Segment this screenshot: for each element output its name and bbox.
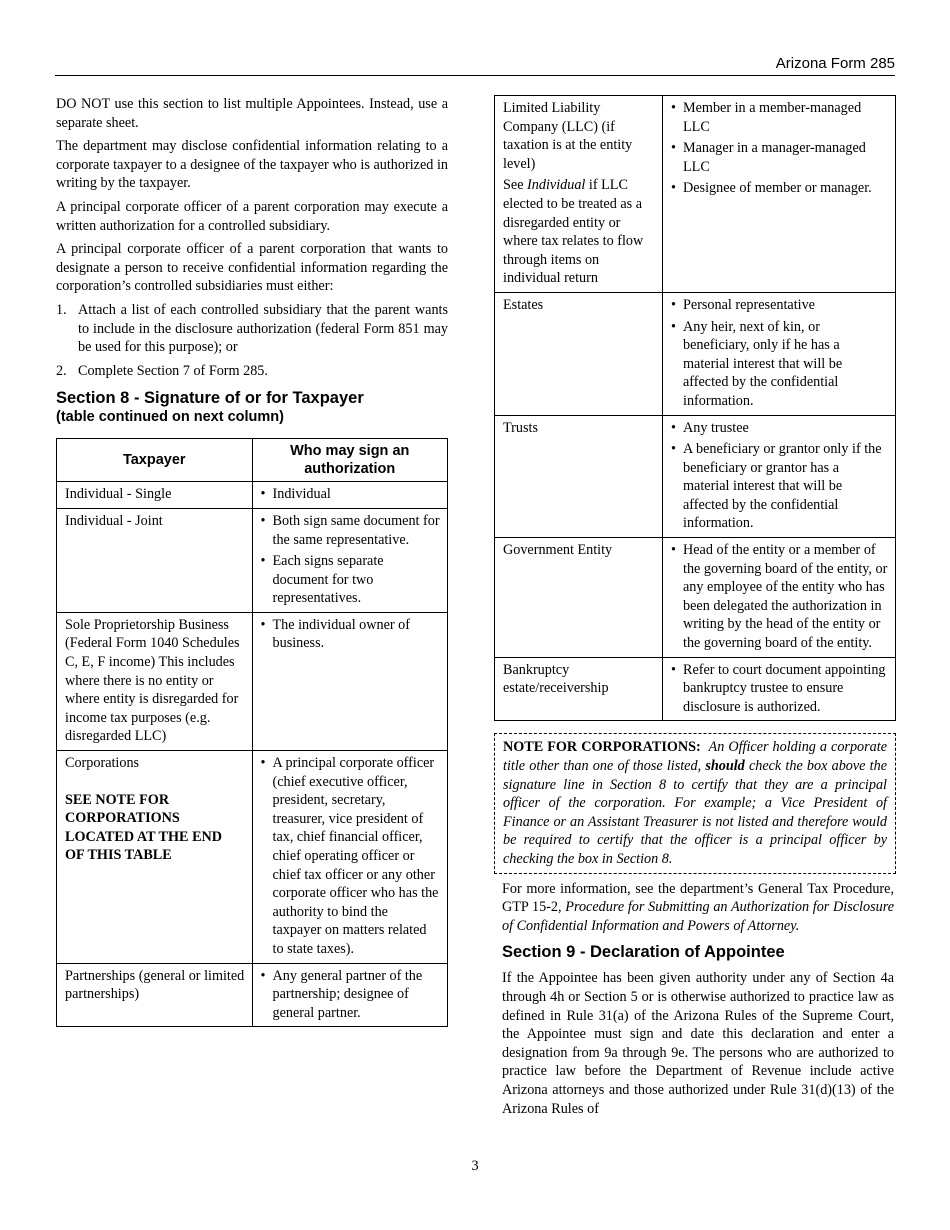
section-8-subtitle: (table continued on next column) bbox=[56, 409, 284, 426]
section-9-title: Section 9 - Declaration of Appointee bbox=[502, 943, 785, 962]
right-column bbox=[494, 95, 896, 1123]
taxpayer-extra bbox=[503, 176, 655, 288]
taxpayer-cell: Individual - Joint bbox=[57, 508, 253, 612]
extra-text: if LLC elected to be treated as a disregarded entity or where tax relates to flow through items on individual return bbox=[503, 177, 644, 287]
header-rule bbox=[55, 75, 895, 76]
steps-list bbox=[56, 301, 448, 380]
list-item bbox=[671, 296, 888, 315]
list-item bbox=[56, 301, 448, 357]
bullet-icon: • bbox=[671, 441, 676, 458]
bullet-icon: • bbox=[671, 180, 676, 197]
signer-text: Head of the entity or a member of the governing board of the entity, or any employee of the entity who has been delegated the authorization in writing by the head of the entity or the governing board of the entity. bbox=[683, 542, 888, 652]
list-item bbox=[671, 541, 888, 653]
signers-cell bbox=[252, 751, 448, 964]
page-number: 3 bbox=[471, 1158, 479, 1174]
signer-text: Any heir, next of kin, or beneficiary, only if he has a material interest that will be affected by the confidential information. bbox=[683, 318, 843, 409]
bullet-icon: • bbox=[260, 616, 266, 633]
form-title: Arizona Form 285 bbox=[775, 55, 895, 72]
intro-paragraph: A principal corporate officer of a parent corporation may execute a written authorization for a controlled subsidiary. bbox=[56, 198, 448, 234]
table-row bbox=[495, 538, 896, 658]
signer-text: Member in a member-managed LLC bbox=[683, 100, 862, 135]
table-row bbox=[495, 657, 896, 721]
bullet-icon: • bbox=[260, 486, 266, 503]
list-item bbox=[261, 512, 441, 549]
signers-cell bbox=[252, 963, 448, 1027]
list-item bbox=[671, 440, 888, 533]
table-row bbox=[57, 751, 448, 964]
list-item bbox=[261, 616, 441, 653]
signers-cell bbox=[663, 415, 896, 538]
taxpayer-cell: Partnerships (general or limited partnerships) bbox=[57, 963, 253, 1027]
list-item bbox=[671, 99, 888, 136]
note-text: check the box above the signature line in Section 8 to certify that they are a principal officer of the corporation. For example; a Vice President of Finance or an Assistant Treasurer is not listed and therefore would be required to certify that the officer is a principal officer by checking the box in Section 8. bbox=[503, 758, 887, 867]
signature-table-left bbox=[56, 438, 448, 1027]
list-item bbox=[56, 362, 448, 381]
info-text: For more information, see the department’s General Tax Procedure, GTP 15-2, bbox=[502, 880, 894, 916]
bullet-icon: • bbox=[671, 296, 676, 313]
signer-text: A principal corporate officer (chief executive officer, president, secretary, treasurer, vice president of tax, chief financial officer, chief operating officer or chief tax officer or any other corporate officer who has the authority to bind the taxpayer on matters related to state taxes). bbox=[272, 755, 439, 957]
table-row bbox=[495, 96, 896, 293]
signer-text: Any trustee bbox=[683, 419, 749, 436]
table-row bbox=[57, 612, 448, 750]
step-text: Complete Section 7 of Form 285. bbox=[78, 362, 268, 379]
signer-text: Manager in a manager-managed LLC bbox=[683, 140, 866, 175]
taxpayer-cell: Bankruptcy estate/receivership bbox=[495, 657, 663, 721]
taxpayer-cell: Government Entity bbox=[495, 538, 663, 658]
taxpayer-cell: Estates bbox=[495, 292, 663, 415]
list-item bbox=[261, 552, 441, 608]
signer-text: Each signs separate document for two representatives. bbox=[272, 553, 384, 607]
signer-text: Individual bbox=[272, 486, 331, 503]
note-label: NOTE FOR CORPORATIONS: bbox=[503, 739, 701, 756]
left-column bbox=[56, 95, 448, 1027]
list-item bbox=[671, 318, 888, 411]
list-item bbox=[261, 967, 441, 1023]
signature-table-right bbox=[494, 95, 896, 721]
list-item bbox=[671, 419, 888, 438]
bullet-icon: • bbox=[260, 755, 266, 772]
list-item bbox=[261, 485, 441, 504]
table-row bbox=[57, 482, 448, 509]
list-item bbox=[671, 661, 888, 717]
bullet-icon: • bbox=[671, 542, 676, 559]
signer-text: A beneficiary or grantor only if the beneficiary or grantor has a material interest that will be affected by the confidential information. bbox=[683, 441, 882, 532]
bullet-icon: • bbox=[260, 512, 266, 529]
signer-text: Any general partner of the partnership; designee of general partner. bbox=[272, 967, 423, 1021]
taxpayer-name: Limited Liability Company (LLC) (if taxation is at the entity level) bbox=[503, 100, 633, 172]
taxpayer-cell: Individual - Single bbox=[57, 482, 253, 509]
signer-text: Designee of member or manager. bbox=[683, 180, 872, 197]
signers-cell bbox=[252, 508, 448, 612]
bullet-icon: • bbox=[671, 661, 676, 678]
intro-paragraph: A principal corporate officer of a parent corporation that wants to designate a person to receive confidential information regarding the corporation’s controlled subsidiaries must either: bbox=[56, 241, 448, 295]
taxpayer-cell bbox=[57, 751, 253, 964]
table-row bbox=[495, 415, 896, 538]
bullet-icon: • bbox=[671, 100, 676, 116]
bullet-icon: • bbox=[260, 553, 266, 570]
list-item bbox=[671, 139, 888, 176]
signers-cell bbox=[663, 96, 896, 293]
table-row bbox=[57, 508, 448, 612]
corporations-note-reference: SEE NOTE FOR CORPORATIONS LOCATED AT THE END OF THIS TABLE bbox=[65, 791, 223, 864]
signers-cell bbox=[663, 657, 896, 721]
step-number: 1. bbox=[56, 301, 67, 318]
info-paragraph bbox=[502, 880, 894, 936]
taxpayer-name: Corporations bbox=[65, 755, 140, 772]
list-item bbox=[261, 754, 441, 959]
column-header-who-may-sign: Who may sign an authorization bbox=[252, 439, 448, 482]
corporations-note-box bbox=[494, 733, 896, 873]
signers-cell bbox=[252, 482, 448, 509]
bullet-icon: • bbox=[671, 419, 676, 436]
signers-cell bbox=[663, 538, 896, 658]
extra-emphasis: Individual bbox=[527, 177, 586, 194]
signer-text: Both sign same document for the same representative. bbox=[272, 512, 440, 548]
intro-paragraph: DO NOT use this section to list multiple Appointees. Instead, use a separate sheet. bbox=[56, 96, 448, 131]
section-8-title: Section 8 - Signature of or for Taxpayer bbox=[56, 389, 364, 408]
signers-cell bbox=[663, 292, 896, 415]
bullet-icon: • bbox=[671, 140, 676, 157]
column-header-taxpayer: Taxpayer bbox=[57, 439, 253, 482]
signer-text: Personal representative bbox=[683, 296, 815, 313]
taxpayer-cell bbox=[495, 96, 663, 293]
note-emphasis: should bbox=[705, 758, 745, 774]
table-header-row bbox=[57, 439, 448, 482]
extra-text: See bbox=[503, 177, 528, 194]
info-emphasis: Procedure for Submitting an Authorization for Disclosure of Confidential Information and Powers of Attorney. bbox=[502, 899, 894, 934]
taxpayer-cell: Trusts bbox=[495, 415, 663, 538]
signer-text: Refer to court document appointing bankruptcy trustee to ensure disclosure is authorized. bbox=[683, 661, 886, 715]
bullet-icon: • bbox=[671, 318, 676, 335]
bullet-icon: • bbox=[260, 967, 266, 984]
table-row bbox=[57, 963, 448, 1027]
signer-text: The individual owner of business. bbox=[272, 616, 411, 652]
signers-cell bbox=[252, 612, 448, 750]
step-number: 2. bbox=[56, 362, 67, 379]
note-text: An Officer holding a corporate title other than one of those listed, bbox=[503, 739, 887, 774]
intro-paragraph: The department may disclose confidential information relating to a corporate taxpayer to a designee of the taxpayer who is authorized in writing by the taxpayer. bbox=[56, 138, 448, 192]
step-text: Attach a list of each controlled subsidiary that the parent wants to include in the disclosure authorization (federal Form 851 may be used for this purpose); or bbox=[78, 301, 448, 356]
table-row bbox=[495, 292, 896, 415]
taxpayer-cell: Sole Proprietorship Business (Federal Form 1040 Schedules C, E, F income) This includes where there is no entity or where entity is disregarded for income tax purposes (e.g. disregarded LLC) bbox=[57, 612, 253, 750]
section-9-text: If the Appointee has been given authority under any of Section 4a through 4h or Section 5 or is otherwise authorized to practice law as defined in Rule 31(a) of the Arizona Rules of the Supreme Court, the Appointee must sign and date this declaration and enter a designation from 9a through 9e. The persons who are authorized to practice law before the Department of Revenue include active Arizona attorneys and those authorized under Rule 31(d)(13) of the Arizona Rules of bbox=[502, 970, 894, 1117]
list-item bbox=[671, 179, 888, 198]
